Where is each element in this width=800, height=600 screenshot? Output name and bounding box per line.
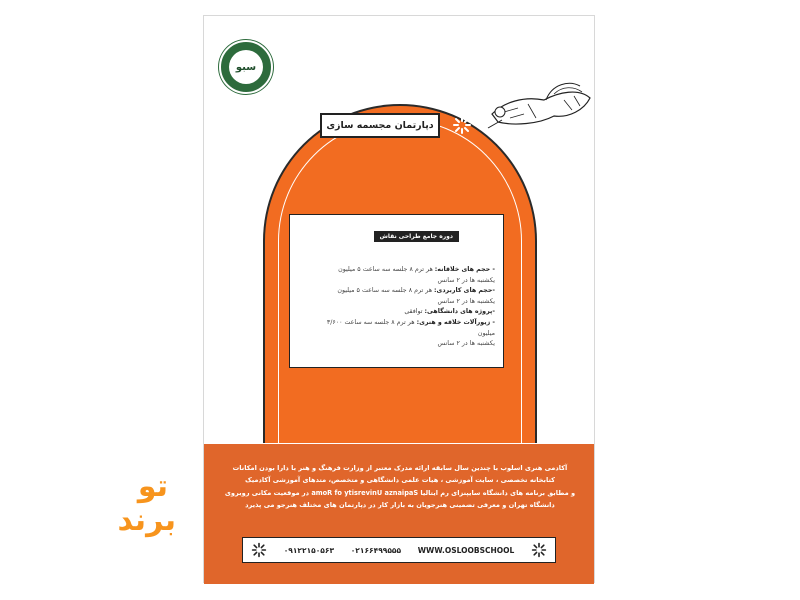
description-line: کتابخانه تخصصی ، سایت آموزشی ، هیات علمی دانشگاهی و متخصص، متدهای آموزشی آکادمیک — [244, 476, 555, 485]
snowflake-ornament-icon — [251, 542, 267, 558]
course-info-card — [289, 214, 504, 368]
snowflake-ornament-icon — [531, 542, 547, 558]
watermark-line: تو — [137, 469, 168, 504]
department-title — [320, 113, 440, 138]
snowflake-ornament-icon — [291, 115, 311, 135]
course-list — [310, 265, 495, 350]
description-line: و مطابق برنامه های دانشگاه سایپنزای رم ایتالیا amoR fo ytisrevinU aznaipaS در موقعیت مکانی روبروی — [224, 488, 576, 497]
description-band — [204, 443, 594, 584]
description-line: دانشگاه تهران و معرفی تضمینی هنرجویان به بازار کار در دپارتمان های مختلف هنرجو می پذیرد — [245, 500, 555, 509]
description-line: آکادمی هنری اسلوب با چندین سال سابقه ارائه مدرک معتبر از وزارت فرهنگ و هنر با دارا بودن امکانات — [232, 464, 568, 472]
seal-logo-text: سبو — [229, 50, 263, 84]
list-item: یکشنبه ها در ۲ سانس — [437, 276, 495, 284]
list-item: -پروژه های دانشگاهی: توافقی — [404, 308, 495, 316]
office-phone[interactable]: ۰۲۱۶۶۴۹۹۵۵۵ — [350, 545, 402, 555]
contact-bar — [242, 537, 556, 563]
academy-seal-icon — [219, 40, 273, 94]
card-header: دوره جامع طراحی نقاش — [374, 231, 459, 242]
list-item: یکشنبه ها در ۲ سانس — [437, 297, 495, 305]
list-item: - زیورآلات خلاقه و هنری: هر ترم ۸ جلسه سه ساعت ۳/۶۰۰ میلیون — [326, 318, 495, 337]
list-item: یکشنبه ها در ۲ سانس — [437, 340, 495, 348]
academy-description — [224, 462, 576, 511]
department-title-text: دپارتمان مجسمه سازی — [326, 120, 434, 131]
website-link[interactable]: WWW.OSLOOBSCHOOL — [417, 545, 515, 555]
brand-watermark — [86, 470, 176, 550]
list-item: - حجم های خلاقانه: هر ترم ۸ جلسه سه ساعت ۵ میلیون — [338, 266, 495, 273]
watermark-line: برند — [117, 503, 176, 538]
snowflake-ornament-icon — [452, 115, 472, 135]
list-item: -حجم های کاربردی: هر ترم ۸ جلسه سه ساعت ۵ میلیون — [337, 287, 495, 295]
flying-cherub-illustration — [484, 74, 594, 134]
mobile-phone[interactable]: ۰۹۱۲۲۱۵۰۵۶۳ — [283, 545, 335, 555]
poster — [203, 15, 595, 583]
